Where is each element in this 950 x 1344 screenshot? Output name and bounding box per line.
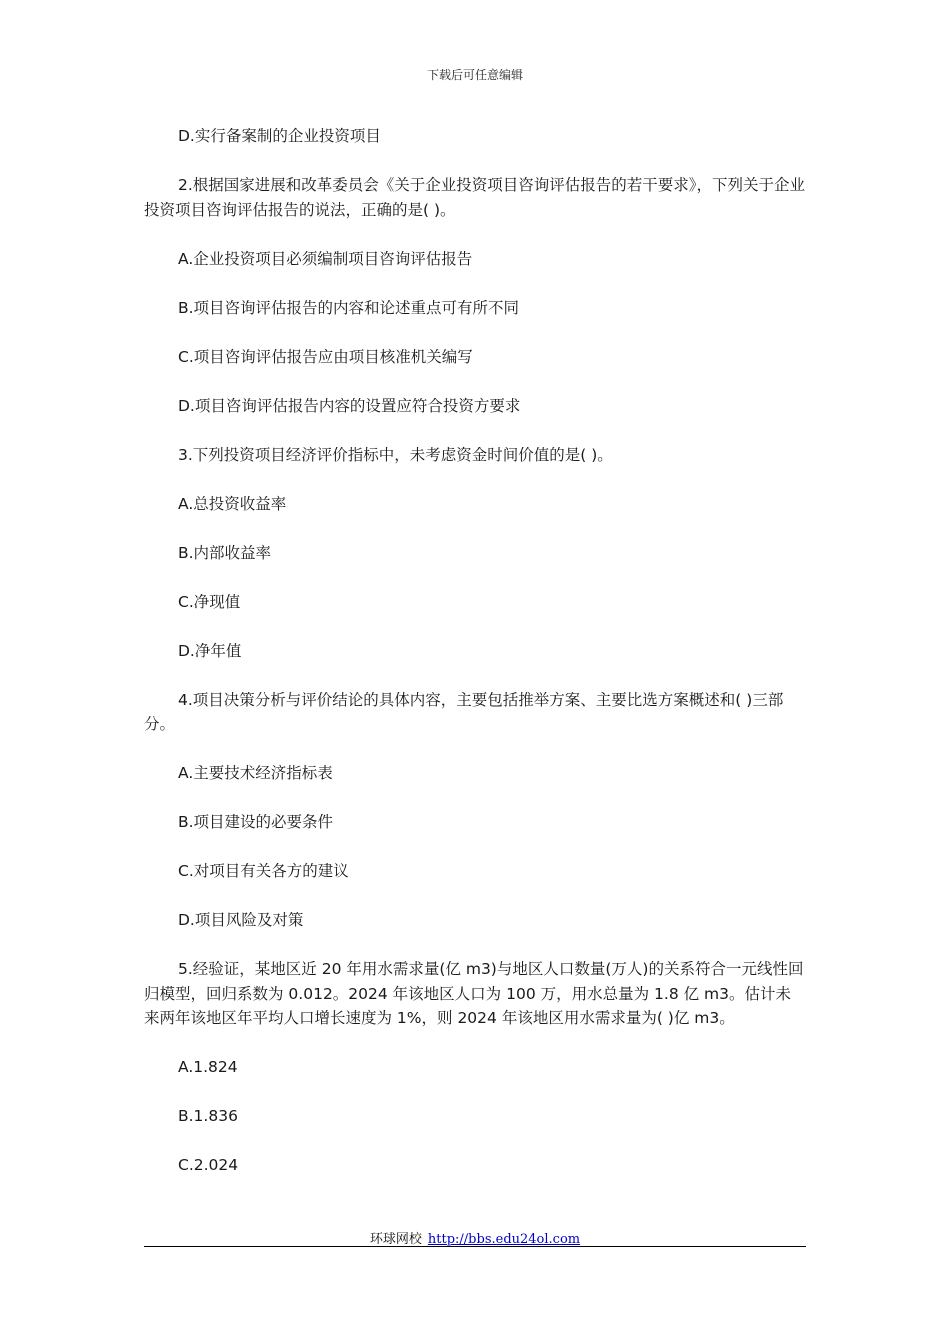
footer-divider [144, 1246, 806, 1247]
option-d-q2: D.项目咨询评估报告内容的设置应符合投资方要求 [178, 396, 521, 415]
option-a-q4: A.主要技术经济指标表 [178, 764, 333, 782]
question-5: 5.经验证，某地区近 20 年用水需求量(亿 m3)与地区人口数量(万人)的关系符合一元线性回归模型，回归系数为 0.012。2024 年该地区人口为 100 万，用水总量为 1.8 亿 m3。估计未来两年该地区年平均人口增长速度为 1%，则 2024 年该地区用水需求量为( )亿 m3。 [144, 960, 804, 1027]
option-d-q3: D.净年值 [178, 641, 242, 660]
option-d-q4: D.项目风险及对策 [178, 911, 304, 929]
footer-link[interactable]: http://bbs.edu24ol.com [427, 1232, 581, 1247]
page-footer [144, 1228, 806, 1247]
question-4: 4.项目决策分析与评价结论的具体内容，主要包括推举方案、主要比选方案概述和( )三部分。 [144, 690, 784, 733]
option-c-q5: C.2.024 [178, 1156, 239, 1174]
document-body [144, 124, 806, 1202]
option-b-q4: B.项目建设的必要条件 [178, 813, 334, 831]
question-3: 3.下列投资项目经济评价指标中，未考虑资金时间价值的是( )。 [178, 445, 613, 464]
option-d-q1: D.实行备案制的企业投资项目 [178, 127, 381, 145]
option-c-q4: C.对项目有关各方的建议 [178, 862, 349, 880]
option-a-q2: A.企业投资项目必须编制项目咨询评估报告 [178, 249, 473, 268]
option-b-q2: B.项目咨询评估报告的内容和论述重点可有所不同 [178, 298, 520, 317]
option-b-q5: B.1.836 [178, 1107, 238, 1125]
question-2: 2.根据国家进展和改革委员会《关于企业投资项目咨询评估报告的若干要求》，下列关于企业投资项目咨询评估报告的说法，正确的是( )。 [144, 176, 806, 219]
page-header: 下载后可任意编辑 [426, 68, 523, 82]
option-c-q2: C.项目咨询评估报告应由项目核准机关编写 [178, 347, 473, 366]
option-b-q3: B.内部收益率 [178, 543, 272, 562]
option-c-q3: C.净现值 [178, 592, 241, 611]
footer-site-name: 环球网校 [369, 1232, 422, 1247]
option-a-q3: A.总投资收益率 [178, 494, 287, 513]
option-a-q5: A.1.824 [178, 1058, 238, 1076]
